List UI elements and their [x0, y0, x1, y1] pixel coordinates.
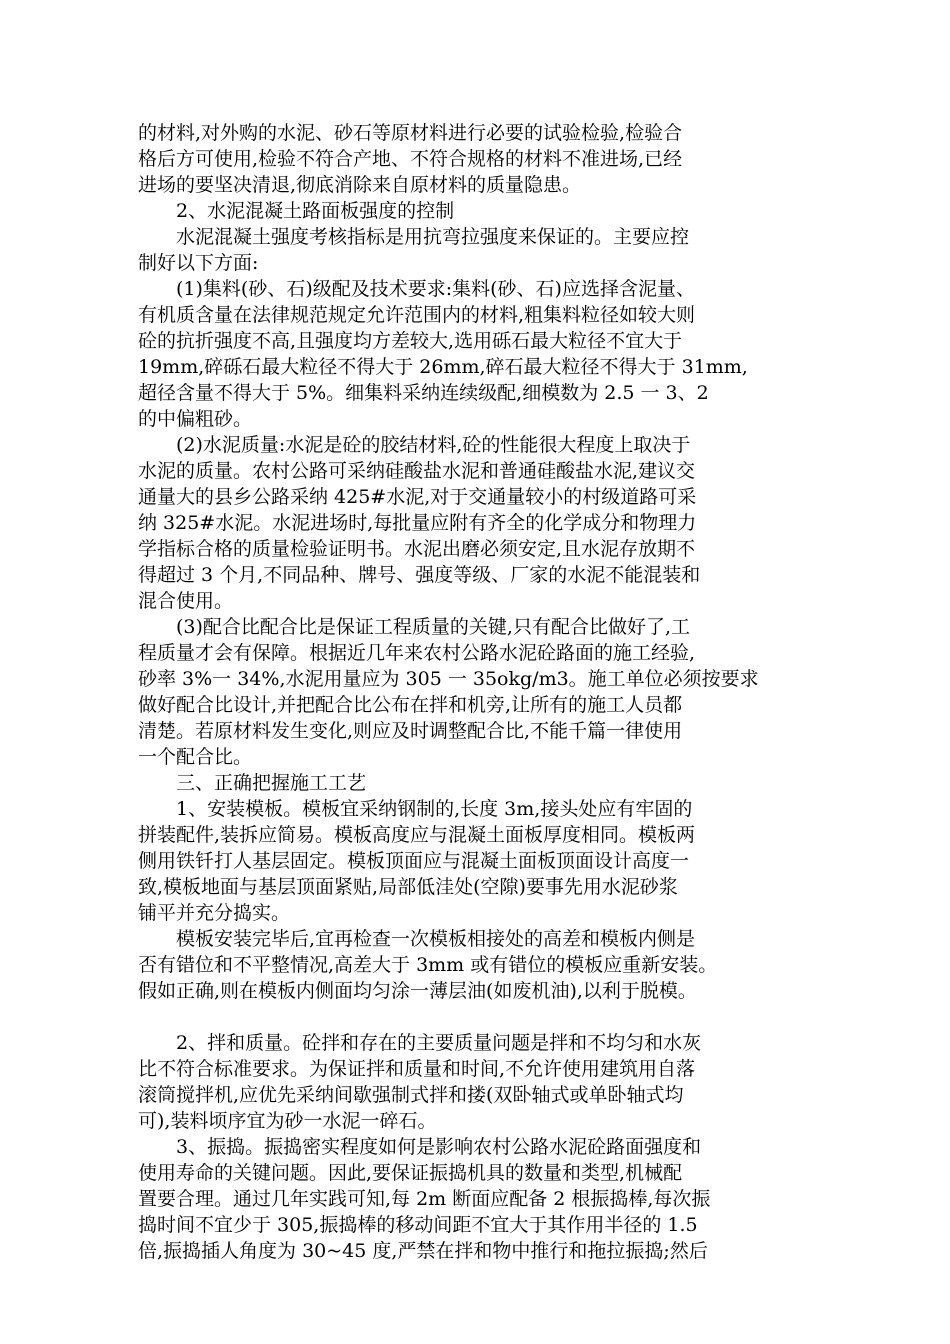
text-line: 否有错位和不平整情况,高差大于 3mm 或有错位的模板应重新安装。 [138, 954, 718, 976]
text-line: 格后方可使用,检验不符合产地、不符合规格的材料不准进场,已经 [138, 148, 683, 170]
text-line: 拼装配件,装拆应简易。模板高度应与混凝土面板厚度相同。模板两 [138, 824, 696, 846]
text-line: 19mm,碎砾石最大粒径不得大于 26mm,碎石最大粒径不得大于 31mm, [138, 356, 748, 378]
text-line: 假如正确,则在模板内侧面均匀涂一薄层油(如废机油),以利于脱模。 [138, 980, 697, 1002]
text-line: 得超过 3 个月,不同品种、牌号、强度等级、厂家的水泥不能混装和 [138, 564, 701, 586]
text-line: 通量大的县乡公路采纳 425#水泥,对于交通量较小的村级道路可采 [138, 486, 697, 508]
text-line: 砼的抗折强度不高,且强度均方差较大,选用砾石最大粒径不宜大于 [138, 330, 683, 352]
text-line: 制好以下方面: [138, 252, 259, 274]
text-line: 程质量才会有保障。根据近几年来农村公路水泥砼路面的施工经验, [138, 642, 696, 664]
text-line: 使用寿命的关键问题。因此,要保证振捣机具的数量和类型,机械配 [138, 1162, 683, 1184]
text-line: 比不符合标准要求。为保证拌和质量和时间,不允许使用建筑用自落 [138, 1058, 696, 1080]
text-line: 侧用铁钎打人基层固定。模板顶面应与混凝土面板顶面设计高度一 [138, 850, 690, 872]
text-line: 模板安装完毕后,宜再检查一次模板相接处的高差和模板内侧是 [176, 928, 696, 950]
text-line: 水泥的质量。农村公路可采纳硅酸盐水泥和普通硅酸盐水泥,建议交 [138, 460, 696, 482]
text-line: 清楚。若原材料发生变化,则应及时调整配合比,不能千篇一律使用 [138, 720, 683, 742]
text-line: 砂率 3%一 34%,水泥用量应为 305 一 35okg/m3。施工单位必须按要求 [138, 668, 759, 690]
text-line: (2)水泥质量:水泥是砼的胶结材料,砼的性能很大程度上取决于 [176, 434, 691, 456]
text-line: (3)配合比配合比是保证工程质量的关键,只有配合比做好了,工 [176, 616, 690, 638]
text-line: 学指标合格的质量检验证明书。水泥出磨必须安定,且水泥存放期不 [138, 538, 696, 560]
text-line: 水泥混凝土强度考核指标是用抗弯拉强度来保证的。主要应控 [176, 226, 690, 248]
text-line: 一个配合比。 [138, 746, 253, 768]
text-line: 有机质含量在法律规范规定允许范围内的材料,粗集料粒径如较大则 [138, 304, 696, 326]
text-line: 的材料,对外购的水泥、砂石等原材料进行必要的试验检验,检验合 [138, 122, 683, 144]
text-line: 可),装料顷序宜为砂一水泥一碎石。 [138, 1110, 437, 1132]
text-line: 倍,振捣插人角度为 30~45 度,严禁在拌和物中推行和拖拉振捣;然后 [138, 1240, 708, 1262]
text-line: 进场的要坚决清退,彻底消除来自原材料的质量隐患。 [138, 174, 582, 196]
text-line: (1)集料(砂、石)级配及技术要求:集料(砂、石)应选择含泥量、 [176, 278, 695, 300]
text-line: 致,模板地面与基层顶面紧贴,局部低洼处(空隙)要事先用水泥砂浆 [138, 876, 678, 898]
text-line: 1、安装模板。模板宜采纳钢制的,长度 3m,接头处应有牢固的 [176, 798, 693, 820]
text-line: 滚筒搅拌机,应优先采纳间歇强制式拌和搂(双卧轴式或单卧轴式均 [138, 1084, 684, 1106]
text-line: 超径含量不得大于 5%。细集料采纳连续级配,细模数为 2.5 一 3、2 [138, 382, 709, 404]
text-line: 做好配合比设计,并把配合比公布在拌和机旁,让所有的施工人员都 [138, 694, 683, 716]
section-heading: 2、水泥混凝土路面板强度的控制 [176, 200, 455, 222]
text-line: 置要合理。通过几年实践可知,每 2m 断面应配备 2 根振捣棒,每次振 [138, 1188, 711, 1210]
body-text [138, 120, 808, 1264]
text-line: 的中偏粗砂。 [138, 408, 253, 430]
text-line: 纳 325#水泥。水泥进场时,每批量应附有齐全的化学成分和物理力 [138, 512, 697, 534]
text-line: 捣时间不宜少于 305,振捣棒的移动间距不宜大于其作用半径的 1.5 [138, 1214, 698, 1236]
text-line: 2、拌和质量。砼拌和存在的主要质量问题是拌和不均匀和水灰 [176, 1032, 702, 1054]
text-line: 铺平并充分捣实。 [138, 902, 291, 924]
paragraph-gap [138, 1004, 808, 1030]
text-line: 混合使用。 [138, 590, 234, 612]
section-heading: 三、正确把握施工工艺 [176, 772, 367, 794]
text-line: 3、振捣。振捣密实程度如何是影响农村公路水泥砼路面强度和 [176, 1136, 702, 1158]
